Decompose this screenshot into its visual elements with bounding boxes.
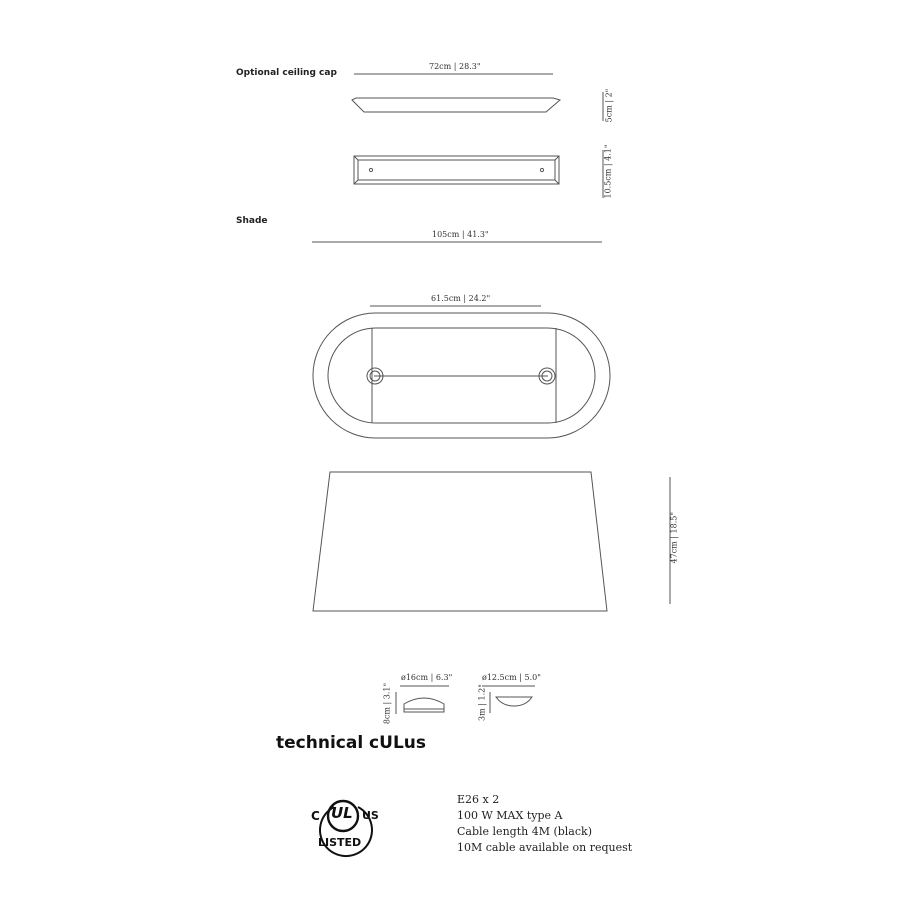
spec-line: 10M cable available on request: [457, 841, 633, 854]
detail-right-diameter: ø12.5cm | 5.0": [482, 673, 541, 682]
ceiling-cap-width-dim: 72cm | 28.3": [429, 62, 481, 71]
ul-us-letters: US: [362, 809, 379, 822]
shade-side-view: [313, 472, 607, 611]
detail-left-dome: [404, 698, 444, 712]
spec-line: 100 W MAX type A: [457, 809, 563, 822]
ceiling-cap-depth-dim: 10.5cm | 4.1": [603, 144, 613, 199]
ceiling-cap-label: Optional ceiling cap: [236, 68, 337, 78]
ul-c-letter: C: [311, 809, 320, 823]
ceiling-cap-side-view: [352, 98, 560, 112]
shade-width-dim: 105cm | 41.3": [432, 230, 489, 239]
ceiling-cap-hole-right: [540, 168, 543, 171]
ul-ul-letters: UL: [331, 804, 353, 822]
ul-listed-text: LISTED: [318, 836, 362, 849]
detail-left-height: 8cm | 3.1": [382, 682, 392, 725]
detail-right-height: 3m | 1.2": [477, 684, 487, 721]
detail-right-dome: [496, 697, 532, 706]
ceiling-cap-height-dim: 5cm | 2": [604, 88, 614, 123]
spec-list: [457, 792, 632, 856]
shade-height-dim: 47cm | 18.5": [669, 511, 679, 564]
ceiling-cap-hole-left: [369, 168, 372, 171]
detail-left-diameter: ø16cm | 6.3": [401, 673, 453, 682]
shade-inner-dim: 61.5cm | 24.2": [431, 294, 491, 303]
shade-label: Shade: [236, 216, 268, 226]
spec-line: E26 x 2: [457, 793, 500, 806]
page-title: technical cULus: [276, 733, 426, 753]
spec-line: Cable length 4M (black): [457, 825, 592, 838]
